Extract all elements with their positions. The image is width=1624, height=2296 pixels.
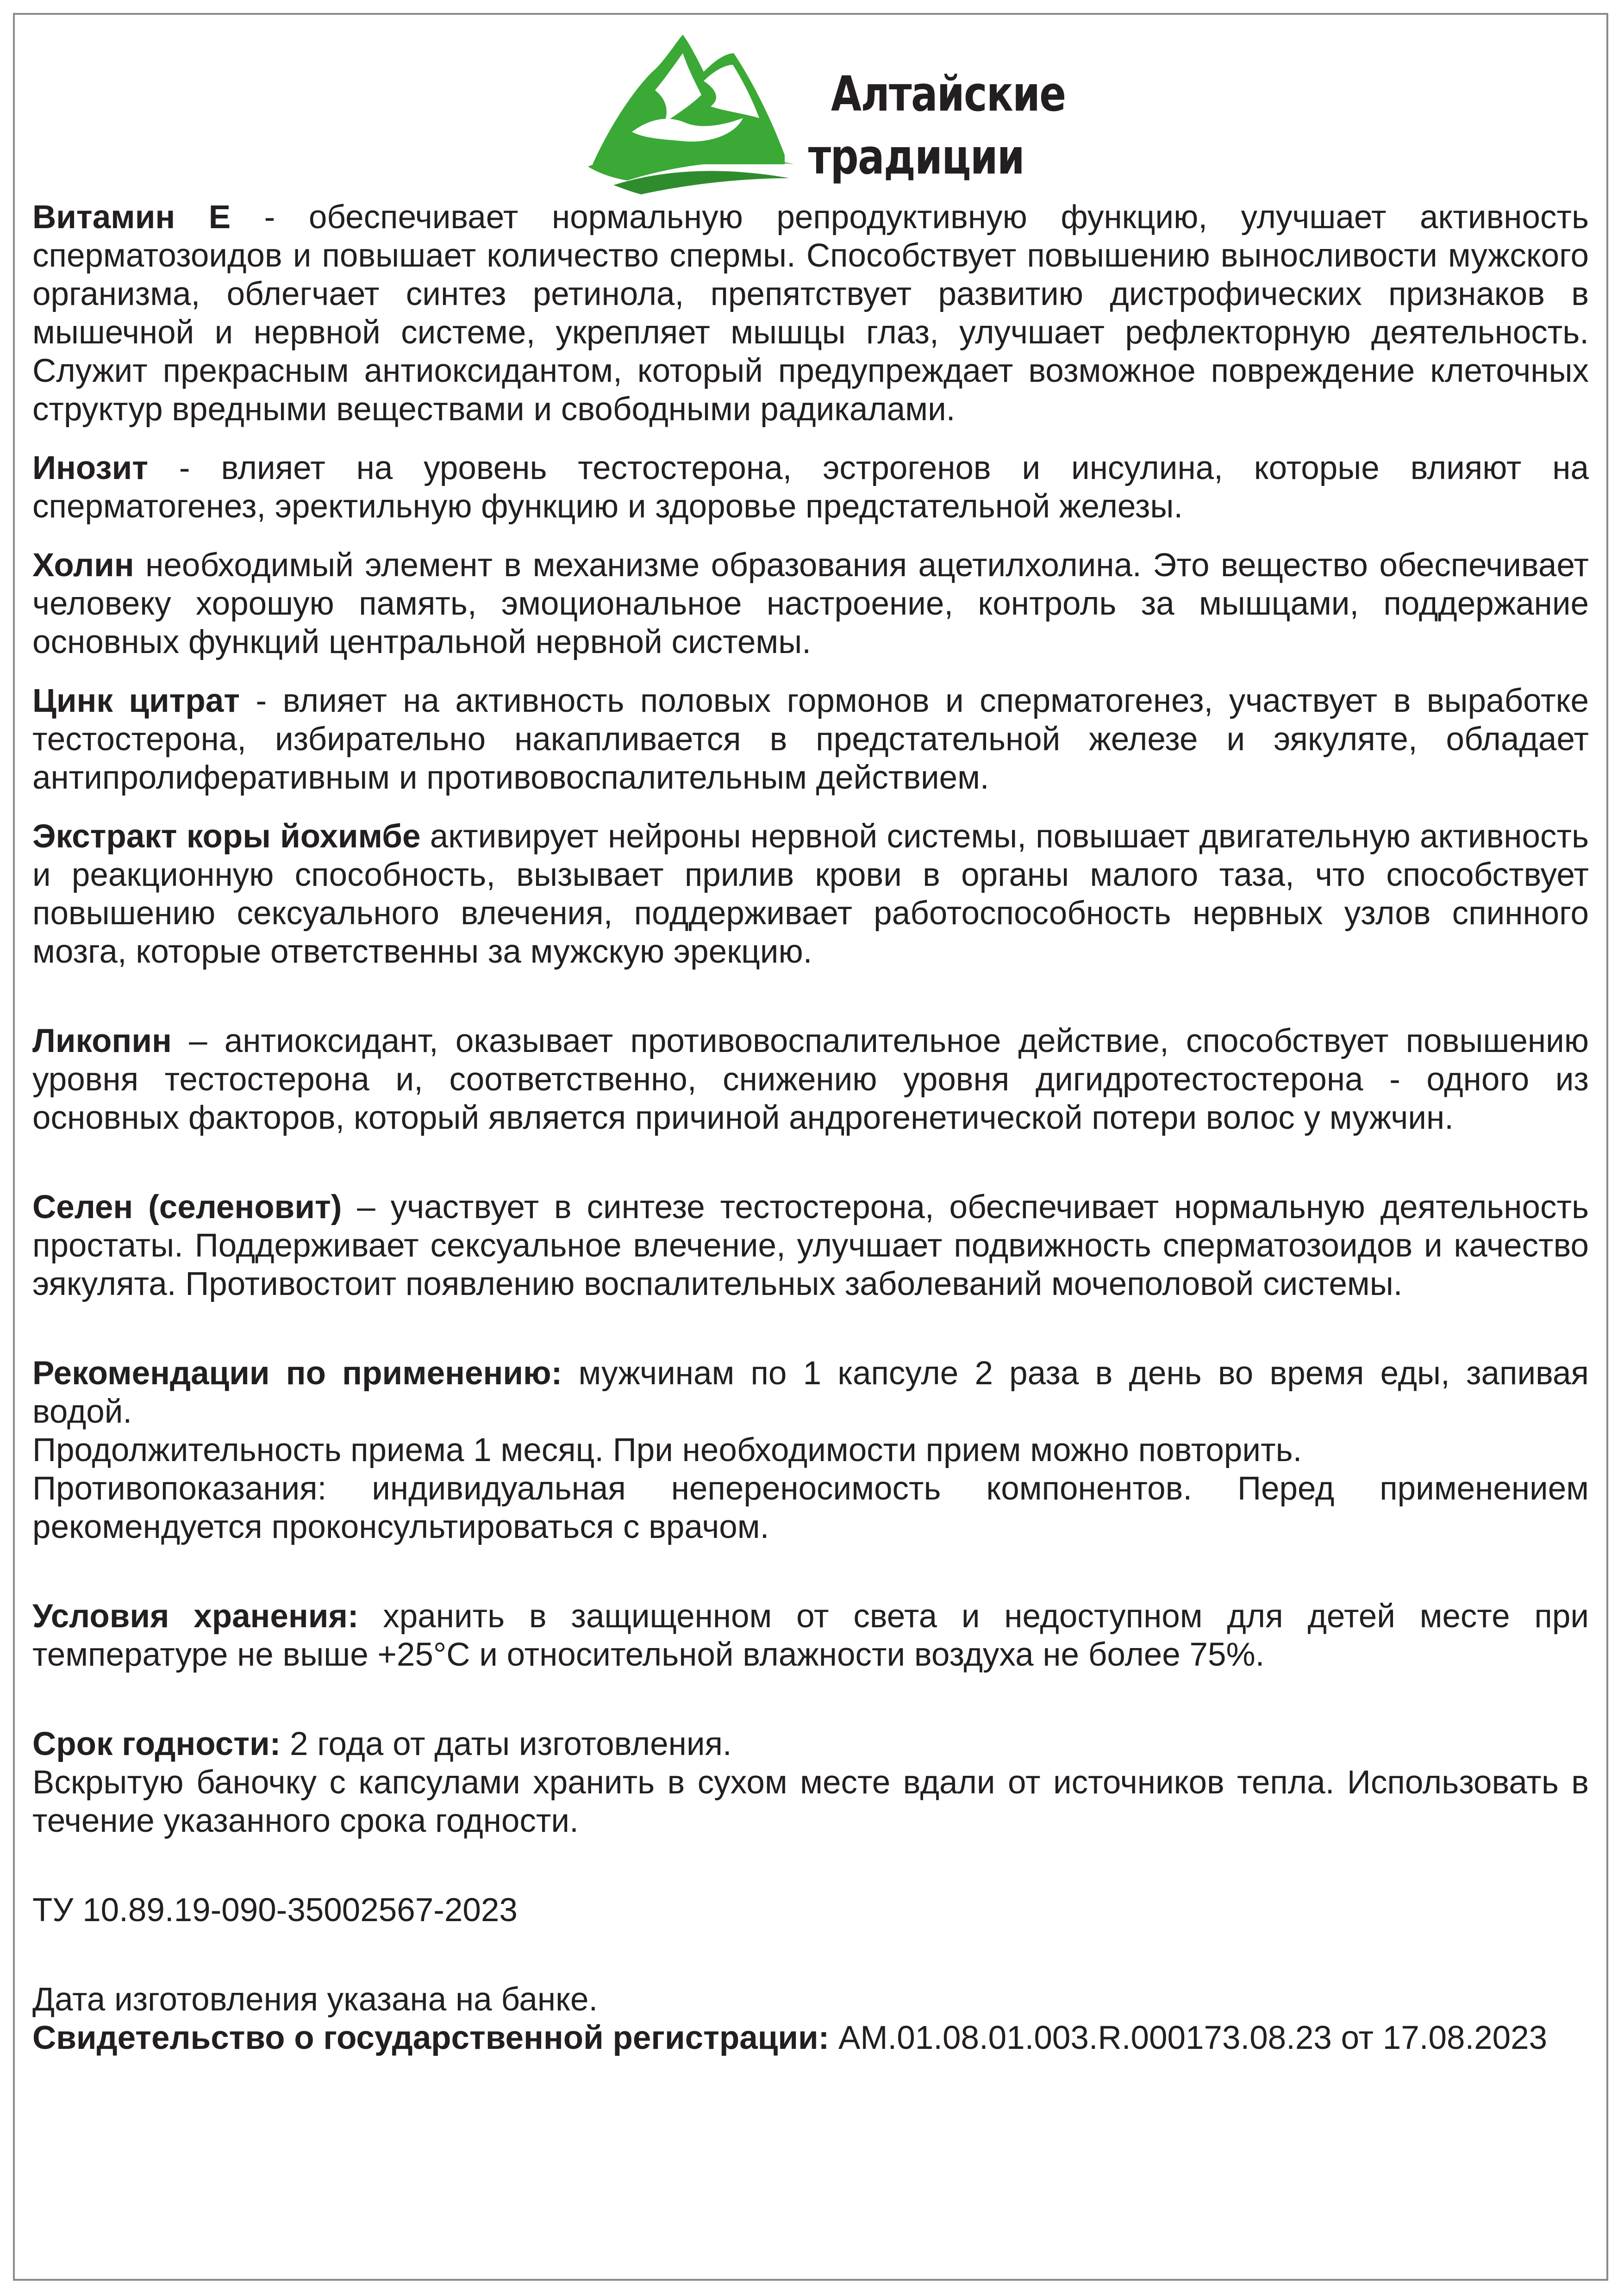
label-text [32,198,1589,2057]
paragraph-selen: Селен (селеновит) – участвует в синтезе тестостерона, обеспечивает нормальную деятельность простаты. Поддерживает сексуальное влечение, улучшает подвижность сперматозоидов и качество эякулята. Противостоит появлению воспалительных заболеваний мочеполовой системы. [32,1189,1589,1302]
paragraph-inozit: Инозит - влияет на уровень тестостерона, эстрогенов и инсулина, которые влияют на сперматогенез, эректильную функцию и здоровье предстательной железы. [32,450,1589,525]
term-lycopene: Ликопин [32,1023,172,1059]
term-registration: Свидетельство о государственной регистрации: [32,2020,830,2056]
paragraph-holin: Холин необходимый элемент в механизме образования ацетилхолина. Это вещество обеспечивает человеку хорошую память, эмоциональное настроение, контроль за мышцами, поддержание основных функций центральной нервной системы. [32,547,1589,660]
term-vitamin-e: Витамин Е [32,199,231,236]
paragraph-tu: ТУ 10.89.19-090-35002567-2023 [32,1892,518,1929]
term-selen: Селен (селеновит) [32,1189,342,1226]
paragraph-manufacture-date: Дата изготовления указана на банке. [32,1981,598,2018]
term-shelf-life: Срок годности: [32,1726,281,1762]
term-recommendations: Рекомендации по применению: [32,1355,562,1392]
term-yohimbe: Экстракт коры йохимбе [32,818,421,855]
paragraph-shelf-life: Срок годности: 2 года от даты изготовления. [32,1726,732,1762]
paragraph-yohimbe: Экстракт коры йохимбе активирует нейроны нервной системы, повышает двигательную активность и реакционную способность, вызывает прилив крови в органы малого таза, что способствует повышению сексуального влечения, поддерживает работоспособность нервных узлов спинного мозга, которые ответственны за мужскую эрекцию. [32,818,1589,970]
paragraph-registration: Свидетельство о государственной регистрации: АМ.01.08.01.003.R.000173.08.23 от 17.08.2023 [32,2020,1548,2056]
paragraph-duration: Продолжительность приема 1 месяц. При необходимости прием можно повторить. [32,1432,1302,1468]
paragraph-contraindications: Противопоказания: индивидуальная непереносимость компонентов. Перед применением рекомендуется проконсультироваться с врачом. [32,1470,1589,1545]
brand-logo [586,25,1066,197]
term-storage: Условия хранения: [32,1598,359,1635]
paragraph-zinc: Цинк цитрат - влияет на активность половых гормонов и сперматогенез, участвует в выработке тестостерона, избирательно накапливается в предстательной железе и эякуляте, обладает антипролиферативным и противовоспалительным действием. [32,683,1589,796]
term-inozit: Инозит [32,450,149,486]
term-holin: Холин [32,547,134,584]
brand-name [808,62,1066,188]
mountain-logo-icon [586,25,803,197]
term-zinc: Цинк цитрат [32,683,240,719]
paragraph-vitamin-e: Витамин Е - обеспечивает нормальную репродуктивную функцию, улучшает активность сперматозоидов и повышает количество спермы. Способствует повышению выносливости мужского организма, облегчает синтез ретинола, препятствует развитию дистрофических признаков в мышечной и нервной системе, укрепляет мышцы глаз, улучшает рефлекторную деятельность. Служит прекрасным антиоксидантом, который предупреждает возможное повреждение клеточных структур вредными веществами и свободными радикалами. [32,199,1589,428]
brand-line-2: традиции [808,129,1024,185]
paragraph-lycopene: Ликопин – антиоксидант, оказывает противовоспалительное действие, способствует повышению уровня тестостерона и, соответственно, снижению уровня дигидротестостерона - одного из основных факторов, который является причиной андрогенетической потери волос у мужчин. [32,1023,1589,1136]
paragraph-opened-jar: Вскрытую баночку с капсулами хранить в сухом месте вдали от источников тепла. Использовать в течение указанного срока годности. [32,1764,1589,1839]
paragraph-recommendations: Рекомендации по применению: мужчинам по 1 капсуле 2 раза в день во время еды, запивая водой. [32,1355,1589,1430]
brand-line-1: Алтайские [831,66,1066,122]
paragraph-storage: Условия хранения: хранить в защищенном от света и недоступном для детей месте при температуре не выше +25°С и относительной влажности воздуха не более 75%. [32,1598,1589,1673]
